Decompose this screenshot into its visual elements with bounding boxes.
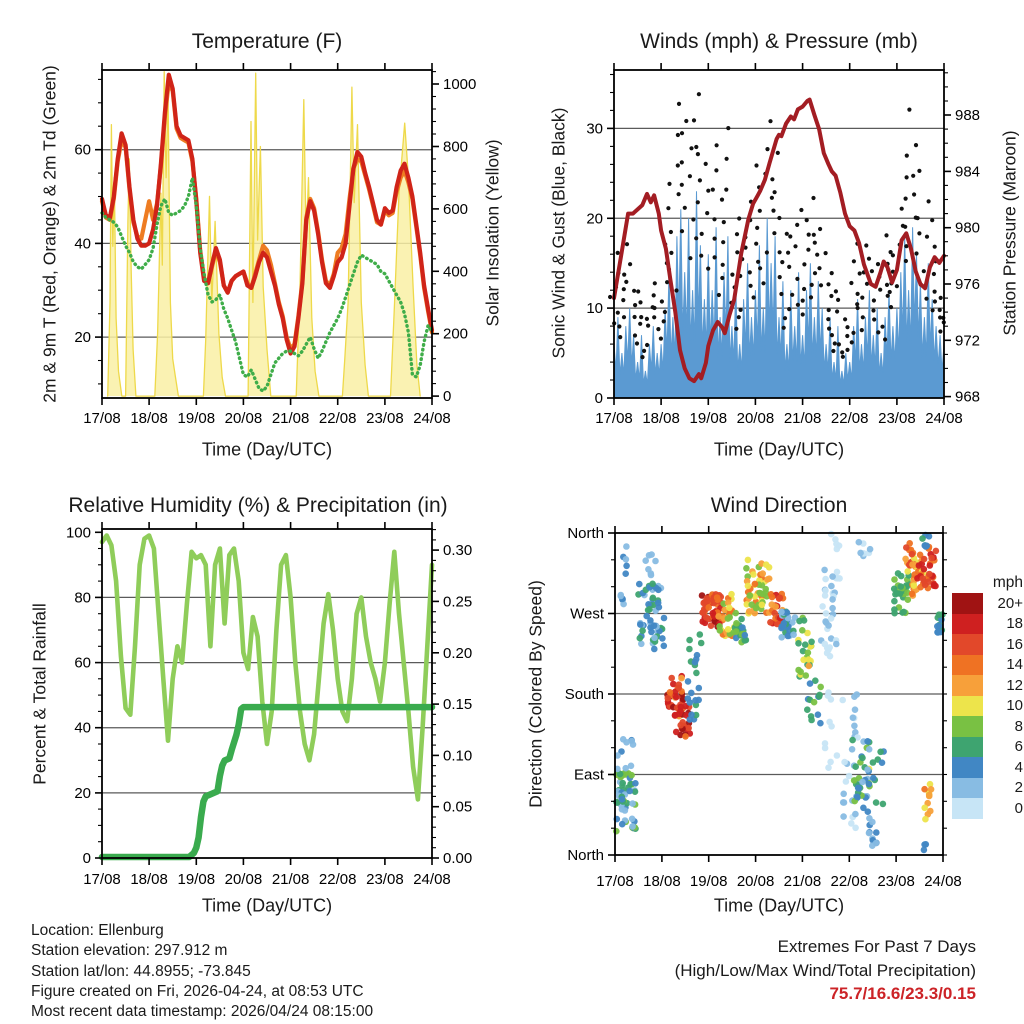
- colorbar-tick-label: 8: [1014, 717, 1023, 735]
- colorbar-swatch: [952, 757, 983, 778]
- y-tick-label: 0: [443, 388, 452, 406]
- extremes-subtitle: (High/Low/Max Wind/Total Precipitation): [674, 960, 976, 980]
- y-tick-label: East: [573, 766, 604, 784]
- y-tick-label: 100: [65, 524, 91, 542]
- x-tick-label: 18/08: [130, 871, 168, 888]
- y-tick-label: 968: [955, 388, 981, 406]
- y-axis-label-temperature: 2m & 9m T (Red, Orange) & 2m Td (Green): [39, 65, 60, 403]
- y-tick-label: 984: [955, 163, 981, 181]
- y-tick-label: 10: [586, 300, 603, 318]
- x-tick-label: 20/08: [736, 873, 775, 890]
- y-tick-label: 0: [82, 850, 91, 867]
- x-tick-label: 19/08: [177, 410, 216, 427]
- colorbar-swatch: [952, 737, 983, 758]
- colorbar-tick-label: 20+: [997, 594, 1023, 612]
- y-tick-label: 40: [74, 719, 91, 737]
- colorbar-tick-label: 0: [1014, 799, 1023, 817]
- y-tick-label: 60: [74, 141, 91, 159]
- colorbar-swatch: [952, 696, 983, 717]
- colorbar-swatch: [952, 716, 983, 737]
- colorbar-title: mph: [992, 574, 1023, 591]
- x-tick-label: 22/08: [830, 410, 869, 427]
- x-tick-label: 19/08: [689, 410, 728, 427]
- x-tick-label: 20/08: [224, 410, 263, 427]
- x-tick-label: 22/08: [318, 410, 357, 427]
- x-tick-label: 21/08: [783, 873, 822, 890]
- y-tick-label: 0.05: [443, 798, 473, 816]
- panel-title-humidity-precip: Relative Humidity (%) & Precipitation (in): [68, 494, 448, 517]
- station-info: [31, 921, 373, 1022]
- x-tick-label: 23/08: [366, 871, 404, 888]
- y-tick-label: 0.00: [443, 850, 473, 867]
- colorbar-swatch: [952, 778, 983, 799]
- colorbar-tick-label: 4: [1014, 758, 1023, 776]
- colorbar-tick-label: 2: [1014, 779, 1023, 796]
- colorbar-tick-label: 14: [1006, 656, 1023, 673]
- y-axis-label-direction: Direction (Colored By Speed): [525, 580, 546, 808]
- y-tick-label: 0.30: [443, 542, 473, 560]
- colorbar-swatch: [952, 655, 983, 676]
- x-tick-label: 17/08: [83, 410, 121, 427]
- x-tick-label: 24/08: [925, 410, 963, 427]
- x-tick-label: 17/08: [595, 410, 633, 427]
- colorbar-swatch: [952, 634, 983, 655]
- panel-title-wind-direction: Wind Direction: [710, 494, 848, 517]
- x-tick-label: 18/08: [130, 410, 168, 427]
- x-axis-label-p1: Time (Day/UTC): [201, 439, 333, 460]
- y-tick-label: 600: [443, 200, 469, 218]
- colorbar-tick-label: 16: [1006, 635, 1023, 653]
- x-tick-label: 21/08: [783, 410, 822, 427]
- wind-direction-points: [613, 531, 946, 853]
- x-tick-label: 21/08: [271, 871, 310, 888]
- x-tick-label: 21/08: [271, 410, 310, 427]
- y-tick-label: 0.25: [443, 593, 473, 611]
- colorbar-tick-label: 12: [1006, 676, 1023, 694]
- colorbar-labels: [985, 593, 1023, 819]
- x-tick-label: 23/08: [366, 410, 404, 427]
- y-tick-label: 20: [586, 210, 603, 228]
- station-elevation: Station elevation: 297.912 m: [31, 942, 228, 960]
- colorbar-swatch: [952, 614, 983, 635]
- y-tick-label: 0.20: [443, 644, 473, 662]
- panel-title-temperature: Temperature (F): [191, 30, 343, 53]
- station-latlon: Station lat/lon: 44.8955; -73.845: [31, 962, 251, 980]
- panel-title-winds-pressure: Winds (mph) & Pressure (mb): [640, 30, 918, 53]
- figure-created: Figure created on Fri, 2026-04-24, at 08:53 UTC: [31, 982, 364, 1000]
- x-tick-label: 20/08: [224, 871, 263, 888]
- x-tick-label: 24/08: [413, 871, 451, 888]
- x-tick-label: 23/08: [877, 873, 915, 890]
- colorbar-swatch: [952, 675, 983, 696]
- colorbar-tick-label: 18: [1006, 615, 1023, 632]
- y-tick-label: 1000: [443, 76, 477, 93]
- x-axis-label-p3: Time (Day/UTC): [201, 895, 333, 916]
- y-axis-label-wind: Sonic Wind & Gust (Blue, Black): [548, 107, 569, 359]
- x-tick-label: 19/08: [177, 871, 216, 888]
- x-tick-label: 17/08: [83, 871, 121, 888]
- colorbar-swatch: [952, 593, 983, 614]
- x-tick-label: 24/08: [924, 873, 962, 890]
- y-tick-label: North: [567, 525, 604, 542]
- y-tick-label: 0.15: [443, 696, 473, 714]
- x-tick-label: 19/08: [689, 873, 728, 890]
- y-tick-label: 0.10: [443, 747, 473, 765]
- y-tick-label: 0: [594, 390, 603, 407]
- y-tick-label: 200: [443, 325, 469, 343]
- y-tick-label: 30: [586, 120, 603, 138]
- y-tick-label: 20: [74, 784, 91, 802]
- x-tick-label: 22/08: [830, 873, 869, 890]
- speed-colorbar: [952, 574, 1023, 819]
- extremes-title: Extremes For Past 7 Days: [777, 937, 976, 956]
- x-tick-label: 20/08: [736, 410, 775, 427]
- series-sonic-wind: [614, 191, 944, 398]
- y-tick-label: 20: [74, 329, 91, 347]
- colorbar-tick-label: 6: [1014, 738, 1023, 755]
- extremes-values: 75.7/16.6/23.3/0.15: [829, 984, 976, 1003]
- x-tick-label: 23/08: [878, 410, 916, 427]
- extremes-block: [520, 935, 976, 1006]
- station-location: Location: Ellenburg: [31, 922, 164, 939]
- x-tick-label: 22/08: [318, 871, 357, 888]
- y-tick-label: 40: [74, 235, 91, 253]
- x-axis-label-p4: Time (Day/UTC): [713, 895, 845, 916]
- y-tick-label: 976: [955, 276, 981, 293]
- x-axis-label-p2: Time (Day/UTC): [713, 439, 845, 460]
- gridlines: [102, 150, 432, 337]
- data-timestamp: Most recent data timestamp: 2026/04/24 08:15:00: [31, 1003, 374, 1021]
- y-tick-label: North: [567, 847, 604, 864]
- series-relative-humidity: [102, 536, 432, 800]
- y-tick-label: 980: [955, 219, 981, 237]
- y-tick-label: South: [564, 686, 604, 703]
- x-tick-label: 24/08: [413, 410, 451, 427]
- y-axis-label-solar: Solar Insolation (Yellow): [482, 139, 503, 327]
- y-tick-label: 988: [955, 107, 981, 124]
- x-tick-label: 17/08: [596, 873, 634, 890]
- colorbar-swatch: [952, 798, 983, 819]
- x-tick-label: 18/08: [642, 410, 680, 427]
- x-tick-label: 18/08: [643, 873, 681, 890]
- y-tick-label: West: [570, 605, 604, 623]
- y-tick-label: 400: [443, 263, 469, 281]
- colorbar-tick-label: 10: [1006, 697, 1023, 714]
- y-tick-label: 80: [74, 589, 91, 607]
- y-axis-label-percent-rainfall: Percent & Total Rainfall: [29, 603, 50, 785]
- y-axis-label-pressure: Station Pressure (Maroon): [999, 130, 1020, 336]
- y-tick-label: 972: [955, 332, 981, 350]
- y-tick-label: 800: [443, 138, 469, 156]
- y-tick-label: 60: [74, 654, 91, 672]
